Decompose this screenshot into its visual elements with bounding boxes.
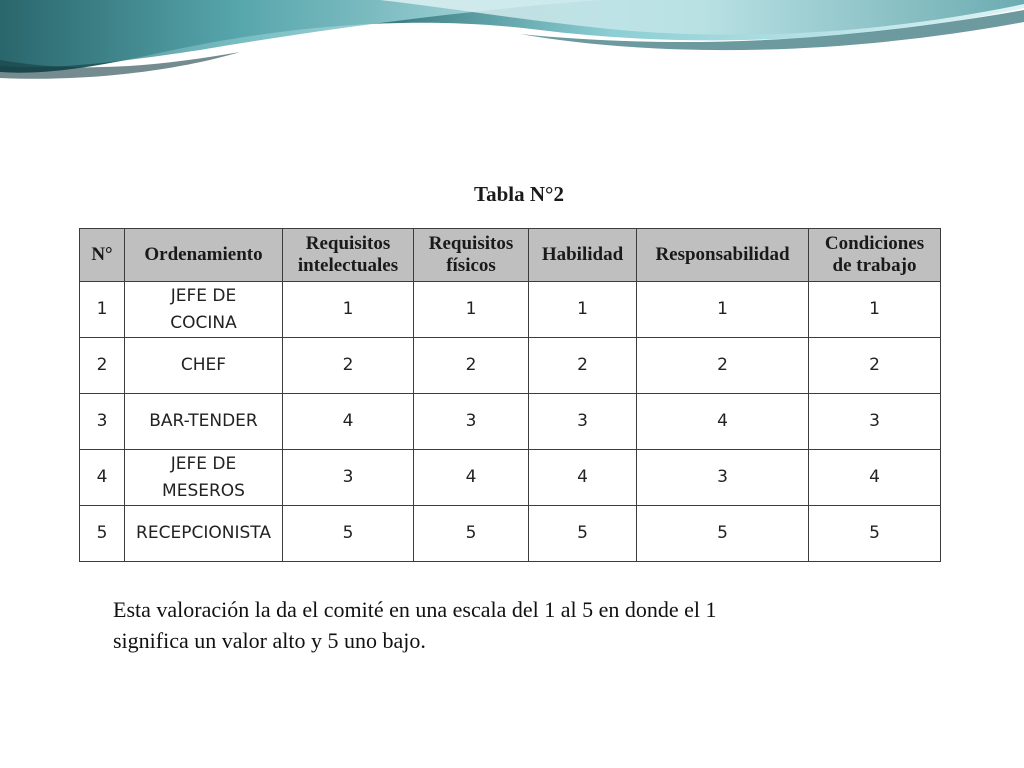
- cell-requisitos-fisicos: 4: [414, 450, 529, 506]
- cell-condiciones: 5: [809, 506, 941, 562]
- cell-habilidad: 5: [529, 506, 637, 562]
- header-label-line1: Condiciones: [824, 233, 925, 254]
- cell-requisitos-fisicos: 1: [414, 282, 529, 338]
- cell-habilidad: 3: [529, 394, 637, 450]
- cell-habilidad: 4: [529, 450, 637, 506]
- cell-numero: 5: [80, 506, 125, 562]
- cell-requisitos-intelectuales: 4: [283, 394, 414, 450]
- cell-requisitos-intelectuales: 3: [283, 450, 414, 506]
- table-row: [80, 450, 941, 506]
- cell-responsabilidad: 2: [637, 338, 809, 394]
- cell-requisitos-fisicos: 3: [414, 394, 529, 450]
- cell-requisitos-fisicos: 5: [414, 506, 529, 562]
- cell-requisitos-intelectuales: 2: [283, 338, 414, 394]
- cell-responsabilidad: 3: [637, 450, 809, 506]
- cell-condiciones: 4: [809, 450, 941, 506]
- header-numero: [80, 229, 125, 282]
- cell-requisitos-intelectuales: 5: [283, 506, 414, 562]
- cell-puesto: CHEF: [125, 338, 283, 394]
- cell-puesto-line2: COCINA: [170, 312, 237, 333]
- scale-note-line1: Esta valoración la da el comité en una escala del 1 al 5 en donde el 1: [113, 597, 717, 622]
- scale-note-line2: significa un valor alto y 5 uno bajo.: [113, 628, 426, 653]
- cell-requisitos-fisicos: 2: [414, 338, 529, 394]
- header-label: Habilidad: [541, 244, 624, 265]
- cell-puesto-line2: MESEROS: [162, 480, 245, 501]
- cell-responsabilidad: 1: [637, 282, 809, 338]
- header-label: N°: [91, 244, 113, 265]
- table-row: [80, 394, 941, 450]
- header-habilidad: [529, 229, 637, 282]
- header-label-line1: Requisitos: [305, 233, 391, 254]
- cell-numero: 1: [80, 282, 125, 338]
- cell-responsabilidad: 5: [637, 506, 809, 562]
- header-label-line2: intelectuales: [297, 255, 399, 276]
- scale-note: [113, 594, 913, 656]
- table-row: [80, 338, 941, 394]
- header-condiciones-trabajo: [809, 229, 941, 282]
- cell-puesto: RECEPCIONISTA: [125, 506, 283, 562]
- cell-requisitos-intelectuales: 1: [283, 282, 414, 338]
- cell-numero: 4: [80, 450, 125, 506]
- cell-numero: 3: [80, 394, 125, 450]
- header-label: Ordenamiento: [144, 244, 263, 265]
- decorative-wave-banner: [0, 0, 1024, 90]
- table-title: Tabla N°2: [474, 182, 564, 206]
- cell-condiciones: 1: [809, 282, 941, 338]
- table-row: [80, 506, 941, 562]
- cell-puesto-line1: JEFE DE: [170, 453, 237, 474]
- header-requisitos-intelectuales: [283, 229, 414, 282]
- cell-puesto: BAR-TENDER: [125, 394, 283, 450]
- table-header-row: [80, 229, 941, 282]
- cell-puesto: [125, 450, 283, 506]
- valuation-table: [79, 228, 941, 562]
- cell-numero: 2: [80, 338, 125, 394]
- header-label-line2: de trabajo: [832, 255, 917, 276]
- cell-responsabilidad: 4: [637, 394, 809, 450]
- header-requisitos-fisicos: [414, 229, 529, 282]
- cell-puesto-line1: JEFE DE: [170, 285, 237, 306]
- cell-condiciones: 2: [809, 338, 941, 394]
- cell-puesto: [125, 282, 283, 338]
- header-label-line2: físicos: [446, 255, 496, 276]
- table-row: [80, 282, 941, 338]
- header-label-line1: Requisitos: [428, 233, 514, 254]
- header-responsabilidad: [637, 229, 809, 282]
- cell-condiciones: 3: [809, 394, 941, 450]
- cell-habilidad: 2: [529, 338, 637, 394]
- cell-habilidad: 1: [529, 282, 637, 338]
- header-ordenamiento: [125, 229, 283, 282]
- header-label: Responsabilidad: [655, 244, 790, 265]
